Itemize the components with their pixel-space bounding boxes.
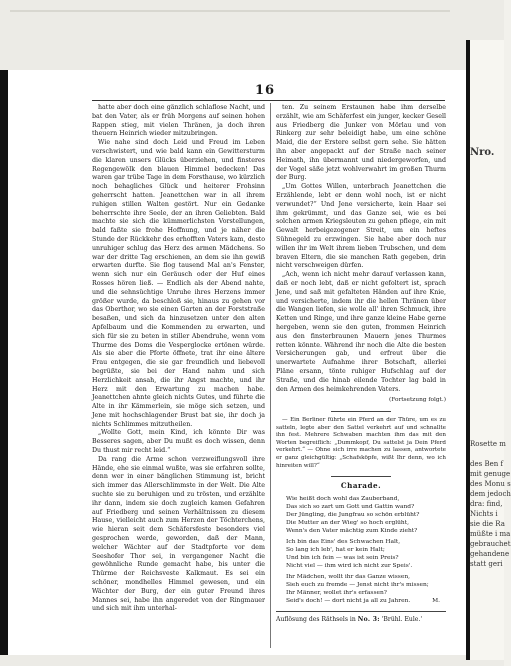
- neighbor-text: gebrauchet: [470, 540, 511, 548]
- right-column: [276, 104, 446, 624]
- neighbor-page-edge: [470, 40, 511, 660]
- neighbor-text: dem jedoch: [470, 490, 511, 498]
- solution-ref: No. 3:: [357, 616, 380, 624]
- paragraph: „Um Gottes Willen, unterbrach Jeanettchen die Erzählende, lebt er denn wohl noch, ist er nicht verwundet?“ Und Jene versicherte, kein Haar sei ihm gekrümmt, und das Ganze sei, wie es bei solchen armen Kriegsleuten zu gehen pflege, ein mit Gewalt herbeigezogener Streit, um ein heftes Sühnegeld zu erzwingen. Sie habe aber doch nur willen ihr im Welt ihrem lieben Trubschen, und dem braven Eltern, die sie manchen Rath gegeben, drin nicht verschweigen dürfen.: [276, 183, 446, 270]
- puzzle-solution: [276, 616, 446, 624]
- verse-line: Der Jüngling, die Jungfrau so schön erblüht?: [286, 512, 420, 519]
- verse-line: So lang ich leb', hat er kein Halt;: [286, 547, 385, 554]
- paragraph: Da rang die Arme schon verzweiflungsvoll ihre Hände, ehe sie einmal wußte, was sie erfahren sollte, denn wer in einer bänglichen Stimmung ist, bricht sich immer das Allerschlimmste in der Welt. Die Alte suchte sie zu beruhigen und zu trösten, und erzählte ihr dann, indem sie doch zugleich kamen Gefahren auf Friedberg und seinen Verhältnissen zu diesem Hause, vielleicht auch zum Herzen der Töchterchens, wie hieran seit dem Schäfersfeste besonders viel gesprochen werde, geworden, daß der Mann, welcher Wächter auf der Stadtpforte vor dem Seeshofer Thor sei, in vergangener Nacht die gewöhnliche Runde gemacht habe, bis unter die Thürme der Reichsveste Kalkmaut. Es sei ein schöner, mondhelles Himmel gewesen, und ein Wächter der Burg, der ein guter Freund ihres Mannes sei, habe ihn angeredet von der Ringmauer und sich mit ihm unterhal-: [92, 455, 265, 613]
- paragraph: „Ach, wenn ich nicht mehr darauf verlassen kann, daß er noch lebt, daß er nicht gefoltert ist, sprach Jene, und saß mit gefalteten Händen auf ihre Knie, und versicherte, indem ihr die hellen Thränen über die Wangen liefen, sie wolle all' ihren Schmuck, ihre Ketten und Ringe, und ihre ganze kleine Habe gerne hergeben, wenn sie den guten, frommen Heinrich aus den finsterbraunen Mauern jenes Thurmes retten könnte. Während ihr noch die Alte die besten Versicherungen gab, und erfreut über die unerwartete Aufnahme ihrer Botschaft, allerlei Pläne ersann, tönte ruhiger Hufschlag auf der Straße, und die hinab eilende Tochter lag bald in den Armen des heimkehrenden Vaters.: [276, 271, 446, 393]
- section-rule: [276, 611, 446, 612]
- charade-signature: M.: [432, 598, 440, 605]
- book-spine-shadow: [0, 70, 8, 655]
- left-column: [92, 104, 265, 614]
- neighbor-text: des Ben f: [470, 460, 504, 468]
- verse-line: Seid's doch! — dort nicht ja all zu Jahren.: [286, 598, 411, 605]
- verse-line: Und bin ich fein — was ist sein Preis?: [286, 555, 399, 562]
- paragraph: „Wollte Gott, mein Kind, ich könnte Dir was Besseres sagen, aber Du mußt es doch wissen, denn Du thust mir recht leid.“: [92, 429, 265, 455]
- section-rule: [331, 476, 391, 477]
- neighbor-text: dra: find,: [470, 500, 503, 508]
- continuation-note: (Fortsetzung folgt.): [388, 397, 446, 404]
- neighbor-text: sie die Ra: [470, 520, 505, 528]
- paragraph: ten. Zu seinem Erstaunen habe ihm derselbe erzählt, wie am Schäferfest ein junger, kecker Gesell aus Friedberg die Junker von Mörlau und von Rinkerg zur sehr beleidigt habe, um eine schöne Maid, die der Erstere selbst gern sehe. Sie hätten ihn aber angepackt auf der Straße nach seiner Heimath, ihn übermannt und niedergeworfen, und der Vogel säße jetzt wohlverwahrt im großen Thurm der Burg.: [276, 104, 446, 182]
- solution-prefix: Auflösung des Räthsels in: [276, 616, 358, 624]
- anecdote: — Ein Berliner führte ein Pferd an der Thüre, um es zu satteln, legte aber den Sattel verkehrt auf und schnallte ihn fest. Mehrere Schwaben machten ihm das mit den Worten begreiflich: „Dummkopf, Du sattelst ja Dein Pferd verkehrt.“ — Ohne sich irre machen zu lassen, antwortete er ganz gleichgültig: „Schafsköpfe, wißt Ihr denn, wo ich hinreiten will?“: [276, 417, 446, 469]
- scan-edge: [10, 10, 450, 12]
- neighbor-text: gehandene: [470, 550, 510, 558]
- verse-line: Die Mutter an der Wieg' so hoch erglüht,: [286, 520, 409, 527]
- neighbor-text: Nichts i: [470, 510, 498, 518]
- verse-line: Sieh euch zu fremde — Jenst nicht ihr's missen;: [286, 582, 429, 589]
- verse-line: Das sich so zart um Gott und Gattin wand?: [286, 504, 415, 511]
- page-number: 16: [255, 83, 276, 98]
- neighbor-text: Nro.: [470, 147, 495, 158]
- verse-line: Ich bin das Eins' des Schwachen Halt,: [286, 539, 401, 546]
- solution-answer: 'Brühl. Eule.': [381, 616, 423, 624]
- column-divider: [270, 103, 271, 648]
- verse-line: Wenn's den Vater mächtig zum Kinde zieht?: [286, 528, 418, 535]
- header-rule: [92, 100, 445, 101]
- charade-title: Charade.: [340, 481, 382, 491]
- verse-line-final: [286, 597, 446, 605]
- charade-verse: [276, 495, 446, 605]
- neighbor-text: Rosette m: [470, 440, 506, 448]
- verse-line: Wie heißt doch wohl das Zauberband,: [286, 496, 400, 503]
- verse-line: Nicht viel — ihm wird ich nicht zur Speis'.: [286, 563, 413, 570]
- section-rule: [331, 411, 391, 412]
- verse-line: Ihr Mädchen, wollt ihr das Ganze wissen,: [286, 574, 410, 581]
- neighbor-text: statt geri: [470, 560, 503, 568]
- neighbor-text: müßte i ma: [470, 530, 511, 538]
- paragraph: hatte aber doch eine gänzlich schlaflose Nacht, und bat den Vater, als er früh Morgens auf seinen hohen Rappen stieg, mit vielen Thränen, ja doch ihren theuern Heinrich wieder mitzubringen.: [92, 104, 265, 138]
- verse-line: Ihr Männer, wollet ihr's erfassen?: [286, 590, 387, 597]
- neighbor-text: des Monu s: [470, 480, 511, 488]
- neighbor-text: mit genuge: [470, 470, 511, 478]
- paragraph: Wie nahe sind doch Leid und Freud im Leben verschwistert, und wie bald kann ein Gewittersturm die klaren unsers Glücks überziehen, und finsteres Regengewölk den blauen Himmel bedecken! Das waren gar trübe Tage in dem Forsthause, wo kürzlich noch behagliches Glück und heiterer Frohsinn geherrscht hatten. Jeanettchen war in all ihrem ruhigen stillen Walten gestört. Nur ein Gedanke beherrschte ihre Seele, der an ihren Geliebten. Bald machte sie sich die kümmerlichsten Vorstellungen, bald faßte sie frohe Hoffnung, und je näher die Stunde der Rückkehr des erhofften Vaters kam, desto unruhiger schlug das Herz des armen Mädchens. So war der dritte Tag erschienen, an dem sie ihn gewiß erwarten durfte. Sie flog tausend Mal an's Fenster, wenn sich nur ein Geräusch oder der Huf eines Rosses hören ließ. — Endlich als der Abend nahte, und die sehnsüchtige Unruhe ihres Herzens immer größer wurde, da beschloß sie, hinaus zu gehen vor das Oberthor, wo sie einen Garten an der Forststraße besaßen, und sich da hinzusetzen unter den alten Apfelbaum und die Kommenden zu erwarten, und sich für sie zu beten in stiller Abendruhe, wenn vom Thurme des Doms die Vesperglocke ertönen würde. Als sie aber die Pforte öffnete, trat ihr eine ältere Frau entgegen, die sie gar freundlich und liebevoll begrüßte, sie bei der Hand nahm und sich Herzlichkeit ansah, die ihr Angst machte, und ihr Herz mit den Erwartung zu machen habe. Jeanettchen ahnte gleich nichts Gutes, und führte die Alte in ihr Kämmerlein, sie möge sich setzen, und Jene mit hochschlagender Brust bat sie, ihr doch ja nichts Schlimmes mitzutheilen.: [92, 139, 265, 428]
